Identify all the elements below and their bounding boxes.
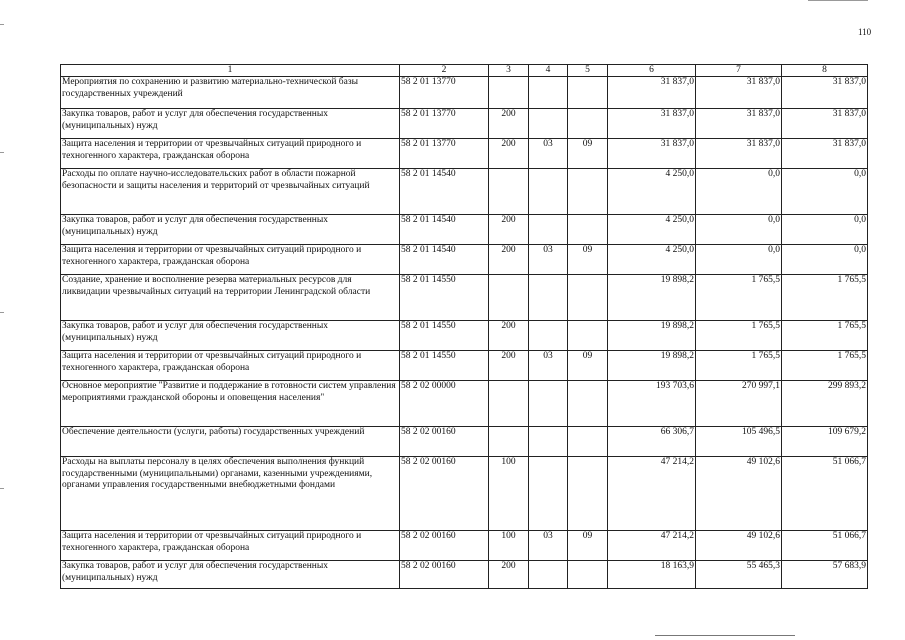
amount-col8: 1 765,5 (782, 351, 868, 381)
table-row (61, 169, 868, 215)
section-code: 03 (529, 351, 568, 381)
amount-col7: 31 837,0 (696, 139, 782, 169)
expense-type-code: 100 (489, 531, 529, 561)
amount-col6: 19 898,2 (608, 275, 696, 321)
amount-col6: 47 214,2 (608, 457, 696, 531)
row-name: Защита населения и территории от чрезвычайных ситуаций природного и техногенного характера, гражданская оборона (61, 351, 400, 381)
subsection-code (568, 381, 608, 427)
table-row (61, 139, 868, 169)
row-name: Закупка товаров, работ и услуг для обеспечения государственных (муниципальных) нужд (61, 215, 400, 245)
subsection-code: 09 (568, 245, 608, 275)
subsection-code: 09 (568, 139, 608, 169)
table-row (61, 215, 868, 245)
amount-col6: 19 898,2 (608, 321, 696, 351)
amount-col7: 31 837,0 (696, 109, 782, 139)
row-name: Обеспечение деятельности (услуги, работы) государственных учреждений (61, 427, 400, 457)
expense-type-code: 200 (489, 109, 529, 139)
amount-col8: 0,0 (782, 215, 868, 245)
row-name: Закупка товаров, работ и услуг для обеспечения государственных (муниципальных) нужд (61, 109, 400, 139)
subsection-code (568, 321, 608, 351)
table-row (61, 351, 868, 381)
amount-col7: 0,0 (696, 215, 782, 245)
subsection-code (568, 215, 608, 245)
amount-col7: 49 102,6 (696, 531, 782, 561)
subsection-code (568, 561, 608, 589)
margin-mark (0, 488, 4, 489)
row-name: Создание, хранение и восполнение резерва материальных ресурсов для ликвидации чрезвычайных ситуаций на территории Ленинградской области (61, 275, 400, 321)
target-article-code: 58 2 02 00000 (400, 381, 489, 427)
target-article-code: 58 2 01 14540 (400, 245, 489, 275)
column-header: 1 (61, 65, 400, 77)
row-name: Расходы по оплате научно-исследовательских работ в области пожарной безопасности и защиты населения и территорий от чрезвычайных ситуаций (61, 169, 400, 215)
row-name: Мероприятия по сохранению и развитию материально-технической базы государственных учреждений (61, 77, 400, 109)
target-article-code: 58 2 01 13770 (400, 139, 489, 169)
section-code (529, 275, 568, 321)
margin-mark (0, 24, 4, 25)
column-header: 8 (782, 65, 868, 77)
subsection-code (568, 427, 608, 457)
section-code (529, 109, 568, 139)
amount-col7: 49 102,6 (696, 457, 782, 531)
amount-col8: 0,0 (782, 169, 868, 215)
amount-col6: 18 163,9 (608, 561, 696, 589)
subsection-code (568, 169, 608, 215)
target-article-code: 58 2 02 00160 (400, 561, 489, 589)
section-code: 03 (529, 245, 568, 275)
section-code (529, 321, 568, 351)
expense-type-code: 200 (489, 245, 529, 275)
amount-col7: 105 496,5 (696, 427, 782, 457)
amount-col6: 31 837,0 (608, 109, 696, 139)
amount-col8: 109 679,2 (782, 427, 868, 457)
table-row (61, 245, 868, 275)
amount-col8: 1 765,5 (782, 275, 868, 321)
amount-col8: 299 893,2 (782, 381, 868, 427)
amount-col6: 4 250,0 (608, 169, 696, 215)
amount-col8: 51 066,7 (782, 457, 868, 531)
expense-type-code: 200 (489, 351, 529, 381)
subsection-code: 09 (568, 351, 608, 381)
section-code (529, 215, 568, 245)
row-name: Защита населения и территории от чрезвычайных ситуаций природного и техногенного характера, гражданская оборона (61, 531, 400, 561)
expense-type-code (489, 381, 529, 427)
header-row (61, 65, 868, 77)
column-header: 6 (608, 65, 696, 77)
table-row (61, 457, 868, 531)
expense-type-code: 200 (489, 321, 529, 351)
column-header: 5 (568, 65, 608, 77)
target-article-code: 58 2 01 13770 (400, 77, 489, 109)
amount-col8: 1 765,5 (782, 321, 868, 351)
amount-col7: 270 997,1 (696, 381, 782, 427)
table-row (61, 321, 868, 351)
amount-col7: 0,0 (696, 245, 782, 275)
amount-col7: 1 765,5 (696, 351, 782, 381)
amount-col8: 57 683,9 (782, 561, 868, 589)
row-name: Защита населения и территории от чрезвычайных ситуаций природного и техногенного характера, гражданская оборона (61, 245, 400, 275)
amount-col7: 1 765,5 (696, 275, 782, 321)
section-code (529, 457, 568, 531)
target-article-code: 58 2 02 00160 (400, 427, 489, 457)
column-header: 7 (696, 65, 782, 77)
amount-col6: 47 214,2 (608, 531, 696, 561)
target-article-code: 58 2 01 14540 (400, 215, 489, 245)
amount-col8: 31 837,0 (782, 77, 868, 109)
amount-col8: 51 066,7 (782, 531, 868, 561)
table-row (61, 275, 868, 321)
column-header: 4 (529, 65, 568, 77)
expense-type-code (489, 427, 529, 457)
column-header: 3 (489, 65, 529, 77)
row-name: Защита населения и территории от чрезвычайных ситуаций природного и техногенного характера, гражданская оборона (61, 139, 400, 169)
amount-col6: 4 250,0 (608, 245, 696, 275)
subsection-code (568, 109, 608, 139)
row-name: Основное мероприятие "Развитие и поддержание в готовности систем управления мероприятиями гражданской обороны и оповещения населения" (61, 381, 400, 427)
budget-table (60, 64, 868, 589)
margin-mark (0, 152, 4, 153)
section-code: 03 (529, 139, 568, 169)
table-row (61, 531, 868, 561)
expense-type-code: 200 (489, 215, 529, 245)
amount-col6: 193 703,6 (608, 381, 696, 427)
page-number: 110 (858, 27, 872, 37)
table-row (61, 77, 868, 109)
expense-type-code (489, 275, 529, 321)
row-name: Закупка товаров, работ и услуг для обеспечения государственных (муниципальных) нужд (61, 321, 400, 351)
section-code (529, 561, 568, 589)
subsection-code (568, 275, 608, 321)
table-row (61, 381, 868, 427)
subsection-code: 09 (568, 531, 608, 561)
top-rule (808, 0, 868, 1)
target-article-code: 58 2 02 00160 (400, 457, 489, 531)
amount-col6: 4 250,0 (608, 215, 696, 245)
amount-col6: 31 837,0 (608, 77, 696, 109)
section-code (529, 427, 568, 457)
subsection-code (568, 77, 608, 109)
amount-col7: 55 465,3 (696, 561, 782, 589)
row-name: Закупка товаров, работ и услуг для обеспечения государственных (муниципальных) нужд (61, 561, 400, 589)
section-code (529, 77, 568, 109)
target-article-code: 58 2 01 14550 (400, 321, 489, 351)
target-article-code: 58 2 01 14550 (400, 351, 489, 381)
amount-col8: 31 837,0 (782, 139, 868, 169)
amount-col6: 66 306,7 (608, 427, 696, 457)
table-row (61, 561, 868, 589)
row-name: Расходы на выплаты персоналу в целях обеспечения выполнения функций государственными (муниципальными) органами, казенными учреждениями, органами управления государственными внебюджетными фондами (61, 457, 400, 531)
bottom-rule (655, 635, 795, 636)
expense-type-code (489, 77, 529, 109)
margin-mark (0, 312, 4, 313)
amount-col6: 31 837,0 (608, 139, 696, 169)
expense-type-code (489, 169, 529, 215)
amount-col7: 1 765,5 (696, 321, 782, 351)
target-article-code: 58 2 01 13770 (400, 109, 489, 139)
section-code (529, 381, 568, 427)
amount-col6: 19 898,2 (608, 351, 696, 381)
amount-col7: 31 837,0 (696, 77, 782, 109)
amount-col8: 31 837,0 (782, 109, 868, 139)
section-code (529, 169, 568, 215)
target-article-code: 58 2 02 00160 (400, 531, 489, 561)
target-article-code: 58 2 01 14540 (400, 169, 489, 215)
expense-type-code: 200 (489, 561, 529, 589)
amount-col7: 0,0 (696, 169, 782, 215)
column-header: 2 (400, 65, 489, 77)
target-article-code: 58 2 01 14550 (400, 275, 489, 321)
table-row (61, 109, 868, 139)
subsection-code (568, 457, 608, 531)
expense-type-code: 100 (489, 457, 529, 531)
section-code: 03 (529, 531, 568, 561)
expense-type-code: 200 (489, 139, 529, 169)
table-row (61, 427, 868, 457)
amount-col8: 0,0 (782, 245, 868, 275)
